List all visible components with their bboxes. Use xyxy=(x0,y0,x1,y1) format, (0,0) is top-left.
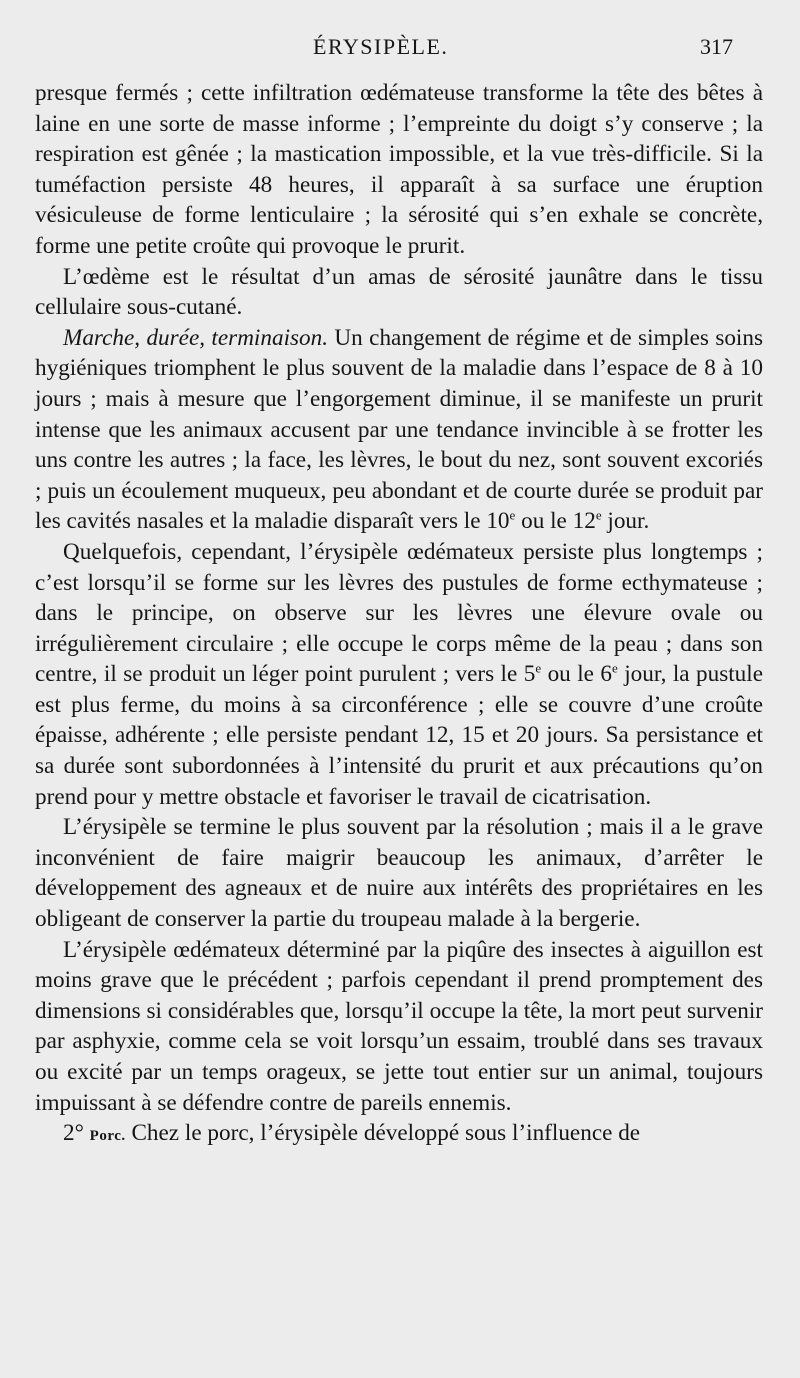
paragraph-text: L’érysipèle se termine le plus souvent par la résolution ; mais il a le grave inconvénient de faire maigrir beaucoup les animaux, d’arrêter le développement des agneaux et de nuire aux intérêts des propriétaires en les obligeant de conserver la partie du troupeau malade à la bergerie. xyxy=(35,814,763,933)
paragraph-text: ou le 12 xyxy=(515,508,596,535)
paragraph-terminaison xyxy=(35,812,763,934)
paragraph-text: jour, la pustule est plus ferme, du moins à sa circonférence ; elle se couvre d’une croûte épaisse, adhérente ; elle persiste pendant 12, 15 et 20 jours. Sa persistance et sa durée sont subordonnées à l’intensité du prurit et aux précautions qu’on prend pour y mettre obstacle et favoriser le travail de cicatrisation. xyxy=(35,661,764,810)
paragraph-text: Chez le porc, l’érysipèle développé sous l’influence de xyxy=(125,1120,641,1147)
paragraph-text: Quelquefois, cependant, l’érysipèle œdémateux persiste plus longtemps ; c’est lorsqu’il se forme sur les lèvres des pustules de forme ecthymateuse ; dans le principe, on observe sur les lèvres une élevure ovale ou irrégulièrement circulaire ; elle occupe le corps même de la peau ; dans son centre, il se produit un léger point purulent ; vers le 5 xyxy=(35,538,763,688)
running-head xyxy=(0,34,800,64)
paragraph-oedeme xyxy=(35,262,763,323)
ordinal-suffix: e xyxy=(611,660,618,676)
running-title: ÉRYSIPÈLE. xyxy=(313,34,449,59)
paragraph-text: presque fermés ; cette infiltration œdémateuse transforme la tête des bêtes à laine en une sorte de masse informe ; l’empreinte du doigt s’y conserve ; la respiration est gênée ; la mastication impossible, et la vue très-difficile. Si la tuméfaction persiste 48 heures, il apparaît à sa surface une éruption vésiculeuse de forme lenticulaire ; la sérosité qui s’en exhale se concrète, forme une petite croûte qui provoque le prurit. xyxy=(35,80,763,259)
paragraph-text: L’œdème est le résultat d’un amas de sérosité jaunâtre dans le tissu cellulaire sous-cutané. xyxy=(35,263,763,321)
ordinal-suffix: e xyxy=(595,507,602,523)
paragraph-text: ou le 6 xyxy=(541,661,612,688)
section-heading: Marche, durée, terminaison. xyxy=(63,324,329,351)
page-number: 317 xyxy=(700,34,733,59)
paragraph-text: L’érysipèle œdémateux déterminé par la piqûre des insectes à aiguillon est moins grave que le précédent ; parfois cependant il prend promptement des dimensions si considérables que, lorsqu’il occupe la tête, la mort peut survenir par asphyxie, comme cela se voit lorsqu’un essaim, troublé dans ses travaux ou excité par un temps orageux, se jette tout entier sur un animal, toujours impuissant à se défendre contre de pareils ennemis. xyxy=(35,936,763,1116)
section-label: Porc. xyxy=(89,1128,126,1145)
paragraph-insectes xyxy=(35,935,763,1119)
paragraph-text: jour. xyxy=(601,508,650,535)
paragraph-porc xyxy=(35,1118,763,1152)
ordinal-suffix: e xyxy=(509,507,516,523)
ordinal-suffix: e xyxy=(535,660,542,676)
paragraph-continued xyxy=(35,78,763,262)
paragraph-quelquefois xyxy=(35,537,763,812)
paragraph-marche xyxy=(35,323,763,537)
body-text xyxy=(35,78,763,1152)
section-number: 2° xyxy=(63,1120,90,1147)
paragraph-text: Un changement de régime et de simples soins hygiéniques triomphent le plus souvent de la maladie dans l’espace de 8 à 10 jours ; mais à mesure que l’engorgement diminue, il se manifeste un prurit intense que les animaux accusent par une tendance invincible à se frotter les uns contre les autres ; la face, les lèvres, le bout du nez, sont souvent excoriés ; puis un écoulement muqueux, peu abondant et de courte durée se produit par les cavités nasales et la maladie disparaît vers le 10 xyxy=(35,324,763,535)
